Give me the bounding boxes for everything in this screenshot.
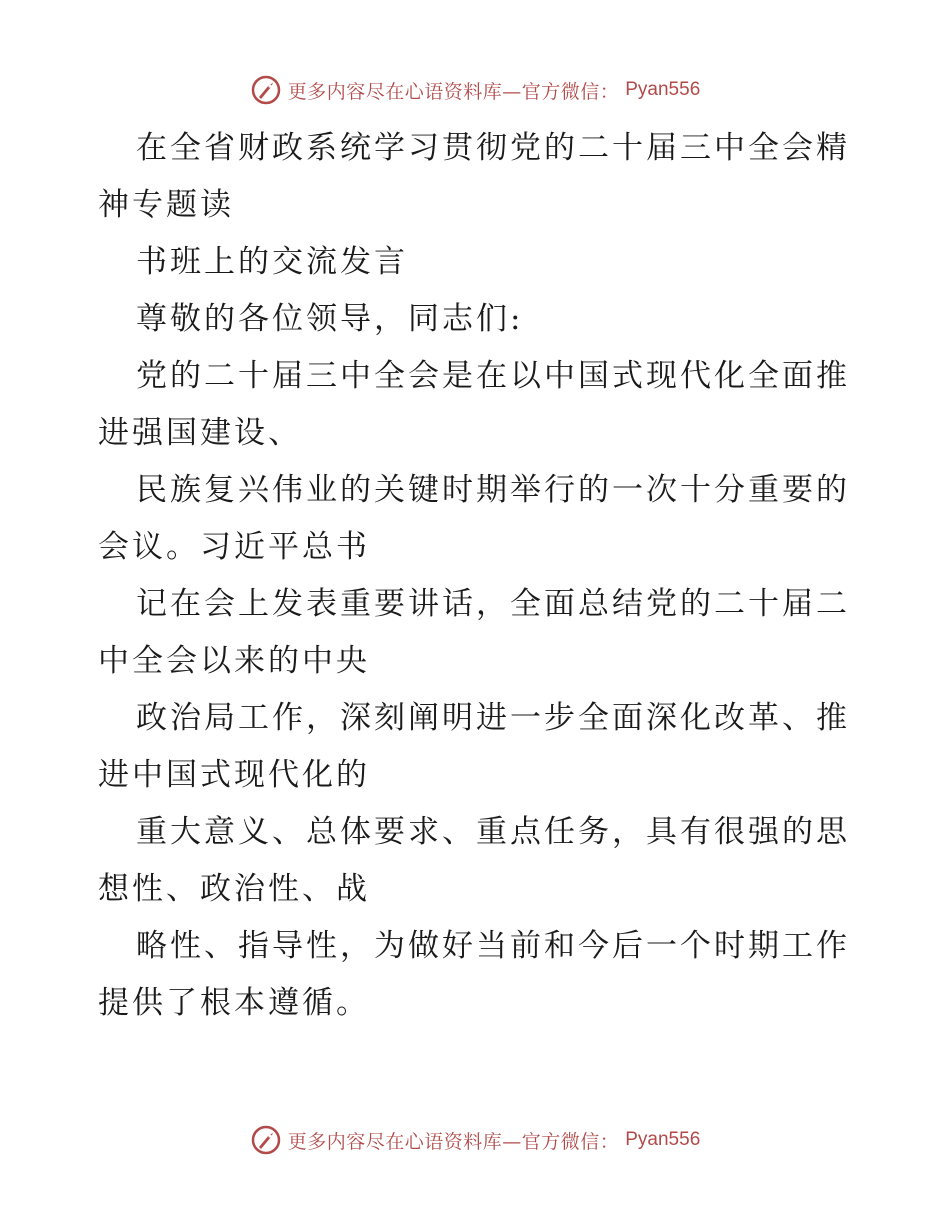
paragraph: 民族复兴伟业的关键时期举行的一次十分重要的会议。习近平总书 [98,472,850,565]
paragraph: 重大意义、总体要求、重点任务，具有很强的思想性、政治性、战 [98,814,850,907]
watermark-text: 更多内容尽在心语资料库—官方微信： [287,80,620,103]
document-body [98,120,858,1032]
paragraph: 记在会上发表重要讲话，全面总结党的二十届二中全会以来的中央 [98,586,850,679]
watermark-wechat-id: Pyan556 [625,1129,701,1150]
header-watermark [0,70,950,110]
footer-watermark [0,1120,950,1160]
paragraph: 在全省财政系统学习贯彻党的二十届三中全会精神专题读 [98,130,850,223]
paragraph: 尊敬的各位领导，同志们: [136,301,524,337]
pen-nib-logo-icon [250,1124,282,1156]
watermark-wechat-id: Pyan556 [625,79,701,100]
paragraph: 书班上的交流发言 [136,244,408,280]
pen-nib-logo-icon [250,74,282,106]
watermark-text: 更多内容尽在心语资料库—官方微信： [287,1130,620,1153]
paragraph: 党的二十届三中全会是在以中国式现代化全面推进强国建设、 [98,358,850,451]
paragraph: 政治局工作，深刻阐明进一步全面深化改革、推进中国式现代化的 [98,700,850,793]
paragraph: 略性、指导性，为做好当前和今后一个时期工作提供了根本遵循。 [98,928,850,1021]
